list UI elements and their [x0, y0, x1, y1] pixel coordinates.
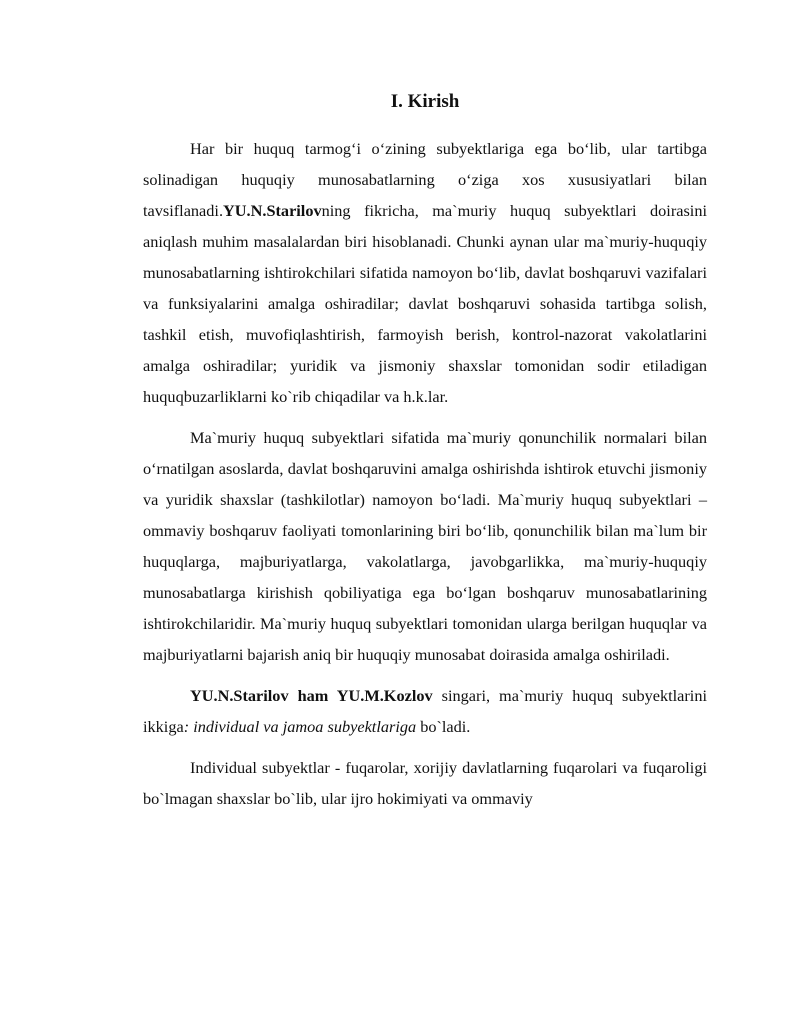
paragraph-1-text-c: ning fikricha, ma`muriy huquq subyektlari doirasini aniqlash muhim masalalardan biri hisoblanadi. Chunki aynan ular ma`muriy-huquqiy munosabatlarning ishtirokchilari sifatida namoyon bo‘lib, davlat boshqaruvi vazifalari va funksiyalarini amalga oshiradilar; davlat boshqaruvi sohasida tartibga solish, tashkil etish, muvofiqlashtirish, farmoyish berish, kontrol-nazorat vakolatlarini amalga oshiradilar; yuridik va jismoniy shaxslar tomonidan sodir etiladigan huquqbuzarliklarni ko`rib chiqadilar va h.k.lar.: [143, 201, 707, 406]
paragraph-1: [143, 133, 707, 412]
author-starilov: YU.N.Starilov: [223, 201, 322, 220]
paragraph-3-italic: : individual va jamoa subyektlariga: [183, 717, 417, 736]
section-heading: I. Kirish: [390, 91, 460, 112]
authors-starilov-kozlov: YU.N.Starilov ham YU.M.Kozlov: [190, 686, 433, 705]
document-page: [143, 88, 707, 824]
paragraph-1-text-a: Har bir huquq tarmog‘i o‘zining subyektlariga ega bo‘lib, ular tartibga solinadigan huquqiy munosabatlarning o‘ziga xos xususiyatlari bilan tavsiflanadi.: [143, 139, 707, 220]
paragraph-3-text-b: singari, ma`muriy huquq subyektlarini ikkiga: [143, 686, 707, 736]
paragraph-4: Individual subyektlar - fuqarolar, xorijiy davlatlarning fuqarolari va fuqaroligi bo`lmagan shaxslar bo`lib, ular ijro hokimiyati va ommaviy: [143, 758, 707, 808]
paragraph-3-text-d: bo`ladi.: [416, 717, 471, 736]
paragraph-2: Ma`muriy huquq subyektlari sifatida ma`muriy qonunchilik normalari bilan o‘rnatilgan asoslarda, davlat boshqaruvini amalga oshirishda ishtirok etuvchi jismoniy va yuridik shaxslar (tashkilotlar) namoyon bo‘ladi. Ma`muriy huquq subyektlari – ommaviy boshqaruv faoliyati tomonlarining biri bo‘lib, qonunchilik bilan ma`lum bir huquqlarga, majburiyatlarga, vakolatlarga, javobgarlikka, ma`muriy-huquqiy munosabatlarga kirishish qobiliyatiga ega bo‘lgan boshqaruv munosabatlarining ishtirokchilaridir. Ma`muriy huquq subyektlari tomonidan ularga berilgan huquqlar va majburiyatlarni bajarish aniq bir huquqiy munosabat doirasida amalga oshiriladi.: [143, 428, 707, 664]
paragraph-3: [143, 680, 707, 742]
